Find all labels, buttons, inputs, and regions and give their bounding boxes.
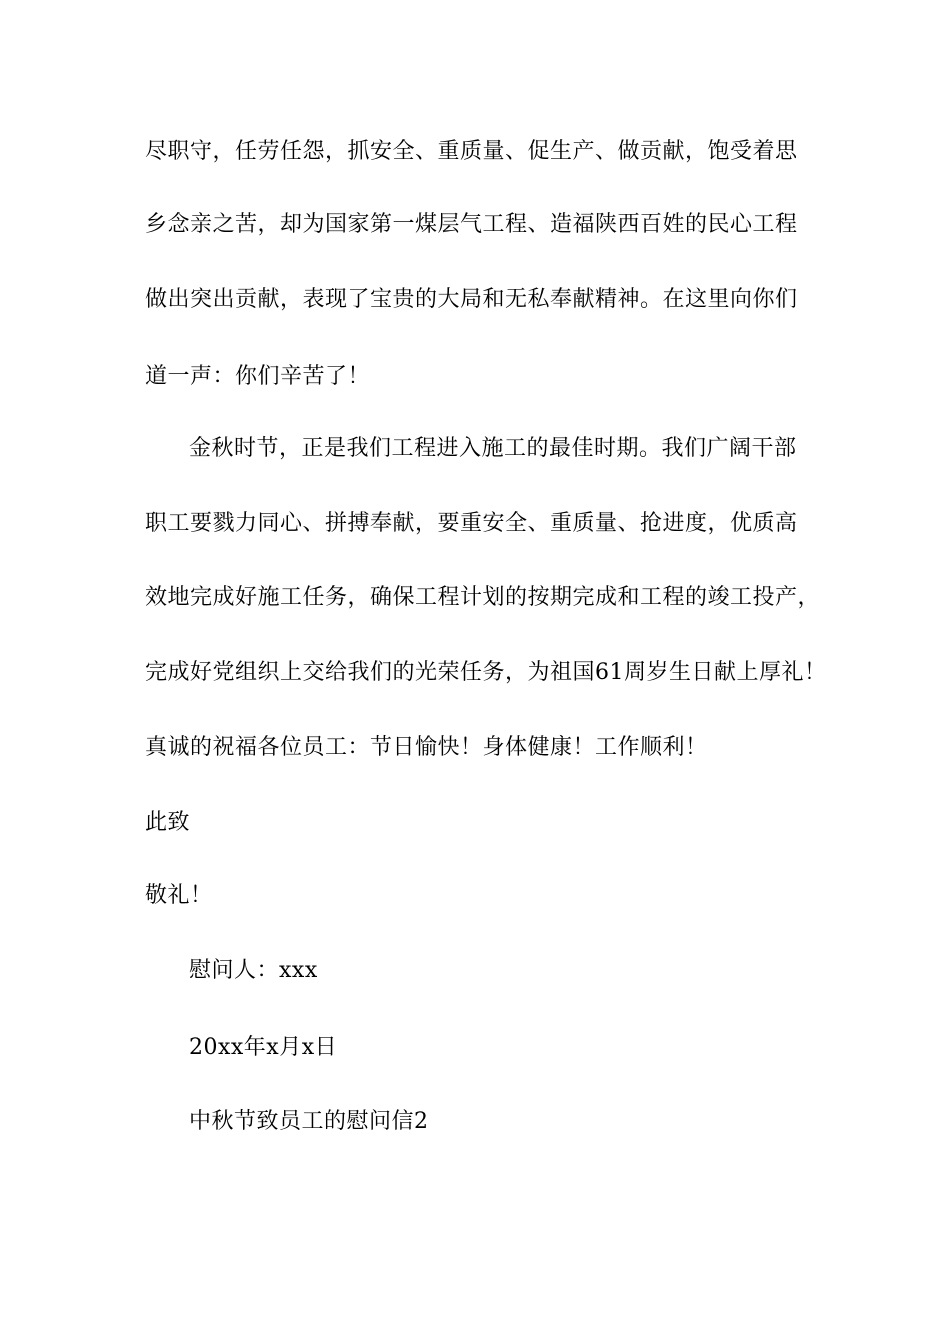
closing-jingli: 敬礼！ — [145, 883, 213, 908]
greeting-line: 真诚的祝福各位员工：节日愉快！身体健康！工作顺利！ — [145, 735, 708, 760]
paragraph-line: 职工要戮力同心、拼搏奉献，要重安全、重质量、抢进度，优质高 — [145, 511, 798, 536]
signature-sender: 慰问人：xxx — [189, 958, 318, 983]
paragraph-line: 做出突出贡献，表现了宝贵的大局和无私奉献精神。在这里向你们 — [145, 287, 798, 312]
paragraph-line: 尽职守，任劳任怨，抓安全、重质量、促生产、做贡献，饱受着思 — [145, 139, 798, 164]
paragraph-line: 效地完成好施工任务，确保工程计划的按期完成和工程的竣工投产， — [145, 585, 821, 610]
next-letter-title: 中秋节致员工的慰问信2 — [189, 1109, 429, 1134]
signature-date: 20xx年x月x日 — [189, 1035, 338, 1060]
paragraph-line: 乡念亲之苦，却为国家第一煤层气工程、造福陕西百姓的民心工程 — [145, 212, 798, 237]
closing-cizhi: 此致 — [145, 810, 191, 835]
paragraph-line: 金秋时节，正是我们工程进入施工的最佳时期。我们广阔干部 — [189, 436, 797, 461]
paragraph-line: 完成好党组织上交给我们的光荣任务，为祖国61周岁生日献上厚礼！ — [145, 660, 827, 685]
paragraph-line: 道一声：你们辛苦了！ — [145, 364, 371, 389]
